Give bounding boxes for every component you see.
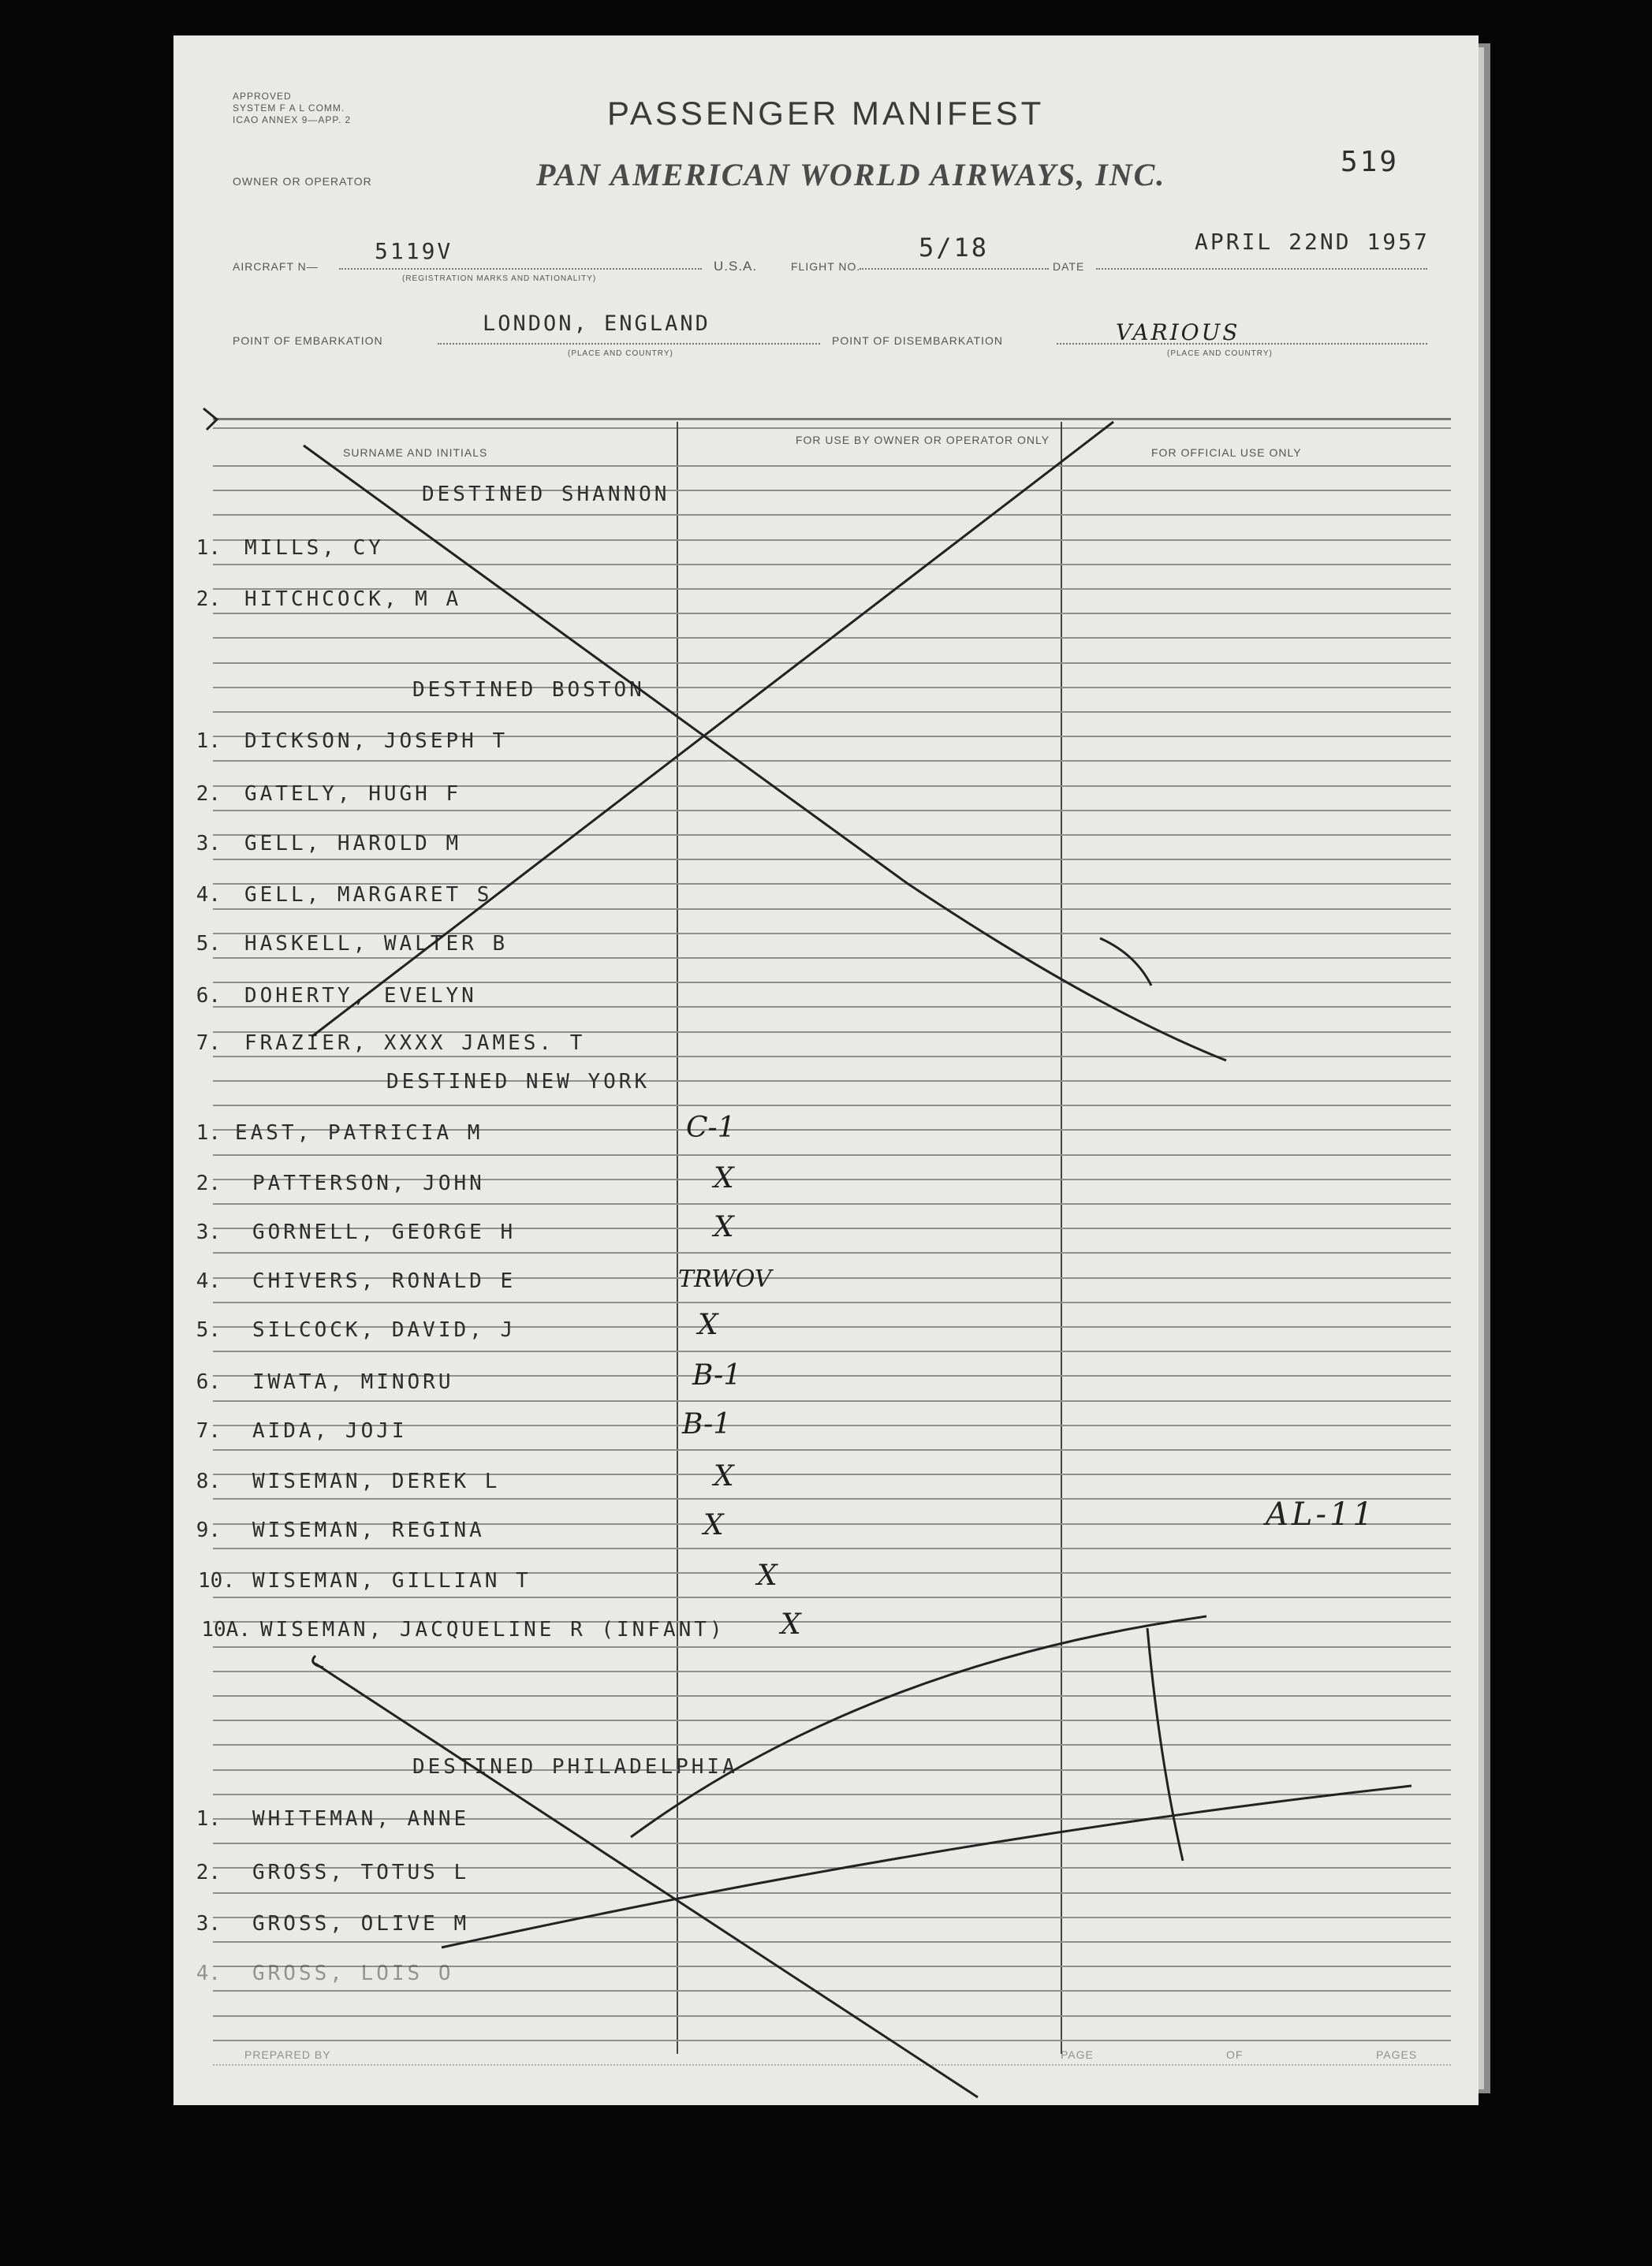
page-number: 519 [1341,146,1400,178]
operator-mark: X [714,1460,734,1493]
flight-value: 5/18 [919,233,990,263]
aircraft-value: 5119V [375,238,453,264]
official-annotation: AL-11 [1266,1496,1376,1533]
passenger-name: MILLS, CY [244,536,384,560]
column-header-official-use: FOR OFFICIAL USE ONLY [1151,446,1302,459]
destination-heading: DESTINED SHANNON [422,483,670,506]
passenger-number: 4. [196,1269,221,1293]
passenger-name: HASKELL, WALTER B [244,932,509,956]
passenger-name: WISEMAN, REGINA [252,1519,485,1542]
passenger-number: 2. [196,1861,221,1884]
date-label: DATE [1053,260,1085,273]
passenger-number: 2. [196,782,221,806]
disembarkation-label: POINT OF DISEMBARKATION [832,334,1003,347]
cancellation-stroke [631,1616,1206,1837]
column-header-owner-use: FOR USE BY OWNER OR OPERATOR ONLY [795,434,1050,446]
passenger-name: WISEMAN, JACQUELINE R (INFANT) [260,1618,725,1642]
destination-heading: DESTINED NEW YORK [386,1070,651,1094]
passenger-number: 1. [196,1121,221,1145]
cancellation-stroke [1100,938,1151,986]
passenger-name: FRAZIER, XXXX JAMES. T [244,1031,586,1055]
aircraft-label: AIRCRAFT N— [233,260,319,273]
passenger-number: 5. [196,932,221,956]
passenger-name: GELL, HAROLD M [244,832,462,855]
passenger-number: 3. [196,1221,221,1244]
passenger-number: 7. [196,1031,221,1055]
flight-label: FLIGHT NO. [791,260,861,273]
passenger-number: 6. [196,984,221,1008]
passenger-number: 10. [198,1569,235,1593]
passenger-name: WISEMAN, DEREK L [252,1470,501,1493]
operator-mark: X [698,1309,718,1341]
disembarkation-caption: (PLACE AND COUNTRY) [1167,349,1273,358]
prepared-by-label: PREPARED BY [244,2048,331,2061]
passenger-name: PATTERSON, JOHN [252,1172,485,1195]
passenger-name: EAST, PATRICIA M [235,1121,483,1145]
cancellation-stroke [304,445,1226,1060]
column-header-names: SURNAME AND INITIALS [343,446,488,459]
passenger-number: 5. [196,1318,221,1342]
embarkation-label: POINT OF EMBARKATION [233,334,383,347]
cancellation-stroke [442,1786,1411,1947]
approved-line: ICAO ANNEX 9—APP. 2 [233,114,352,125]
operator-mark: X [714,1162,734,1194]
cancellation-stroke [311,422,1113,1037]
page-label: PAGE [1061,2048,1094,2061]
passenger-number: 6. [196,1370,221,1394]
operator-mark: X [714,1211,734,1243]
destination-heading: DESTINED BOSTON [412,678,645,702]
passenger-name: DICKSON, JOSEPH T [244,729,509,753]
of-label: OF [1226,2048,1244,2061]
passenger-name: HITCHCOCK, M A [244,587,462,611]
passenger-name: GROSS, LOIS O [252,1962,454,1985]
passenger-number: 2. [196,1172,221,1195]
disembarkation-value: VARIOUS [1116,319,1240,345]
passenger-name: GATELY, HUGH F [244,782,462,806]
operator-mark: C-1 [686,1112,736,1144]
embarkation-caption: (PLACE AND COUNTRY) [568,349,673,358]
passenger-number: 3. [196,1912,221,1936]
passenger-name: GROSS, TOTUS L [252,1861,470,1884]
passenger-name: SILCOCK, DAVID, J [252,1318,516,1342]
owner-name: PAN AMERICAN WORLD AIRWAYS, INC. [536,157,1166,192]
operator-mark: X [703,1509,724,1541]
passenger-number: 1. [196,536,221,560]
cancellation-stroke [1147,1628,1183,1861]
operator-mark: TRWOV [678,1265,772,1293]
passenger-name: GELL, MARGARET S [244,883,493,907]
cancellation-stroke [203,408,217,430]
operator-mark: X [781,1608,801,1641]
passenger-name: GROSS, OLIVE M [252,1912,470,1936]
passenger-name: IWATA, MINORU [252,1370,454,1394]
pages-label: PAGES [1376,2048,1418,2061]
passenger-number: 1. [196,1807,221,1831]
operator-mark: B-1 [682,1408,732,1440]
page-title: PASSENGER MANIFEST [607,95,1045,132]
cancellation-stroke [313,1656,323,1668]
approved-line: SYSTEM F A L COMM. [233,102,345,114]
operator-mark: B-1 [692,1359,742,1392]
registration-caption: (REGISTRATION MARKS AND NATIONALITY) [402,274,597,283]
country-value: U.S.A. [714,259,758,274]
passenger-number: 8. [196,1470,221,1493]
destination-heading: DESTINED PHILADELPHIA [412,1755,738,1779]
passenger-number: 2. [196,587,221,611]
passenger-number: 4. [196,883,221,907]
passenger-name: WISEMAN, GILLIAN T [252,1569,531,1593]
operator-mark: X [757,1560,778,1592]
approved-line: APPROVED [233,91,292,102]
passenger-number: 1. [196,729,221,753]
owner-label: OWNER OR OPERATOR [233,175,372,188]
passenger-name: DOHERTY, EVELYN [244,984,477,1008]
passenger-name: WHITEMAN, ANNE [252,1807,470,1831]
passenger-name: GORNELL, GEORGE H [252,1221,516,1244]
passenger-number: 4. [196,1962,221,1985]
passenger-number: 7. [196,1419,221,1443]
passenger-number: 3. [196,832,221,855]
passenger-name: CHIVERS, RONALD E [252,1269,516,1293]
passenger-number: 10A. [201,1618,251,1642]
passenger-name: AIDA, JOJI [252,1419,408,1443]
date-value: APRIL 22ND 1957 [1195,229,1430,255]
cancellation-stroke [315,1664,978,2097]
passenger-number: 9. [196,1519,221,1542]
embarkation-value: LONDON, ENGLAND [483,311,710,336]
